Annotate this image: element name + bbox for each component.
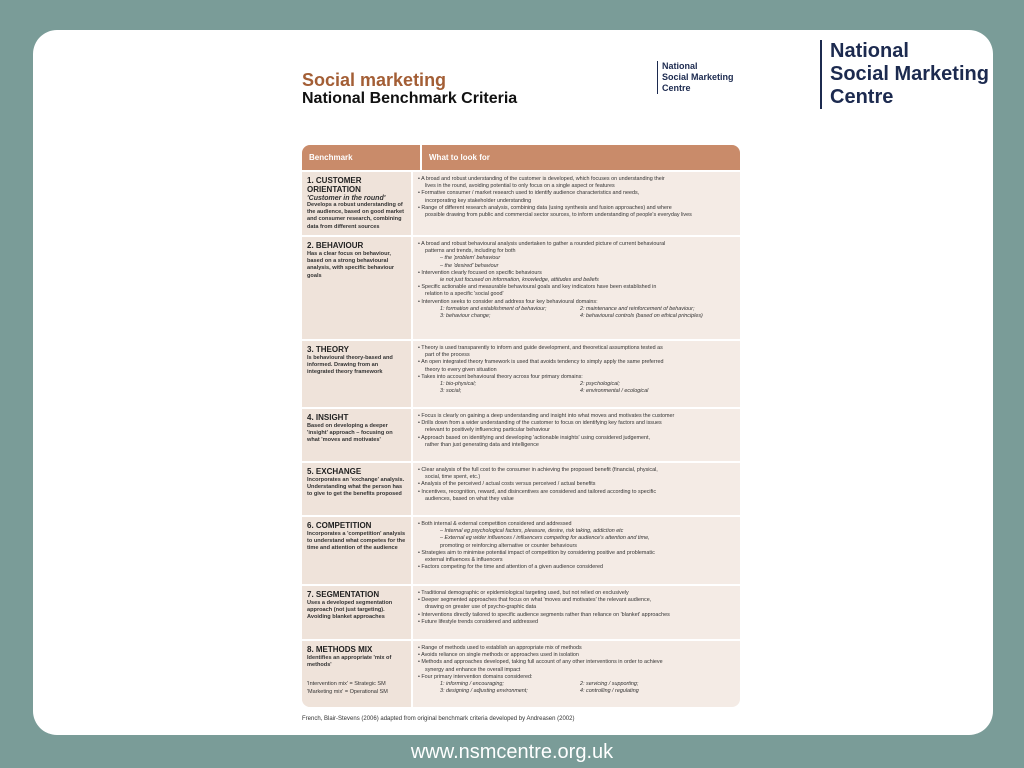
criteria-line: • Factors competing for the time and attention of a given audience considered [418, 564, 603, 571]
criteria-line: part of the process [425, 352, 470, 359]
benchmark-table [302, 145, 740, 707]
benchmark-title: 7. SEGMENTATION [307, 590, 380, 599]
criteria-line: • Specific actionable and measurable behavioural goals and key indicators have been established in [418, 284, 657, 291]
benchmark-title: 8. METHODS MIX [307, 645, 373, 654]
criteria-line: – Internal eg psychological factors, pleasure, desire, risk taking, addiction etc [440, 528, 624, 535]
criteria-line: relevant to positively influencing particular behaviour [425, 427, 550, 434]
criteria-line: • Clear analysis of the full cost to the consumer in achieving the proposed benefit (financial, physical, [418, 467, 658, 473]
benchmark-subtitle: 'Customer in the round' [307, 195, 386, 202]
criteria-domain-pair [418, 688, 735, 695]
criteria-cell [413, 641, 740, 707]
table-row [302, 639, 740, 707]
benchmark-cell [302, 586, 413, 639]
doc-logo-line-1: National [662, 61, 698, 71]
criteria-cell [413, 517, 740, 584]
benchmark-description: Identifies an appropriate 'mix of methods' [307, 655, 392, 669]
criteria-line: • Formative consumer / market research used to identify audience characteristics and needs, [418, 190, 640, 197]
domain-item: 4: controlling / regulating [580, 688, 639, 695]
criteria-line: • Traditional demographic or epidemiological targeting used, but not relied on exclusively [418, 590, 629, 596]
table-row [302, 461, 740, 515]
criteria-cell [413, 586, 740, 639]
domain-item: 1: informing / encouraging; [440, 681, 504, 688]
criteria-line: • Theory is used transparently to inform and guide development, and theoretical assumptions tested as [418, 345, 663, 351]
table-row [302, 170, 740, 235]
domain-item: 1: bio-physical; [440, 381, 476, 388]
criteria-line: • Focus is clearly on gaining a deep understanding and insight into what moves and motivates the customer [418, 413, 675, 419]
table-body [302, 170, 740, 707]
domain-item: 4: behavioural controls (based on ethical principles) [580, 313, 703, 320]
benchmark-description: Is behavioural theory-based and informed. Drawing from an integrated theory framework [307, 355, 393, 376]
domain-item: 2: servicing / supporting; [580, 681, 639, 688]
criteria-line: • Future lifestyle trends considered and addressed [418, 618, 538, 625]
doc-logo-line-2: Social Marketing [662, 72, 734, 82]
benchmark-title: 4. INSIGHT [307, 413, 349, 422]
criteria-line: relation to a specific 'social good' [425, 291, 504, 298]
source-caption: French, Blair-Stevens (2006) adapted from original benchmark criteria developed by Andreasen (2002) [302, 716, 575, 722]
brand-line-1: National [830, 40, 909, 62]
criteria-line: promoting or reinforcing alternative or counter behaviours [440, 542, 577, 549]
table-row [302, 235, 740, 339]
criteria-cell [413, 409, 740, 461]
criteria-line: • Interventions directly tailored to specific audience segments rather than reliance on 'blanket' approaches [418, 611, 670, 618]
criteria-line: • Range of different research analysis, combining data (using synthesis and fusion approaches) and where [418, 204, 672, 211]
domain-item: 3: designing / adjusting environment; [440, 688, 528, 695]
criteria-line: • Intervention clearly focused on specific behaviours [418, 269, 542, 276]
criteria-line: external influences & influencers [425, 557, 503, 564]
benchmark-cell [302, 517, 413, 584]
criteria-line: • Analysis of the perceived / actual costs versus perceived / actual benefits [418, 481, 596, 488]
domain-item: 4: environmental / ecological [580, 388, 649, 395]
nsmc-brand-logo [820, 40, 989, 109]
criteria-line: • A broad and robust understanding of the customer is developed, which focuses on understanding their [418, 176, 665, 182]
benchmark-description: Incorporates an 'exchange' analysis. Understanding what the person has to give to get the benefits proposed [307, 477, 405, 498]
criteria-line: • Deeper segmented approaches that focus on what 'moves and motivates' the relevant audience, [418, 597, 652, 604]
note-line: 'Intervention mix' = Strategic SM [307, 681, 386, 688]
benchmark-cell [302, 641, 413, 707]
criteria-line: • Range of methods used to establish an appropriate mix of methods [418, 645, 582, 651]
benchmark-cell [302, 463, 413, 515]
doc-subtitle: National Benchmark Criteria [302, 90, 518, 107]
criteria-line: • Drills down from a wider understanding of the customer to focus on identifying key factors and issues [418, 420, 662, 427]
criteria-line: – the 'desired' behaviour [440, 262, 499, 269]
criteria-line: drawing on greater use of psycho-graphic data [425, 604, 537, 611]
domain-item: 2: maintenance and reinforcement of behaviour; [580, 305, 695, 312]
doc-logo-line-3: Centre [662, 83, 691, 93]
criteria-line: • Methods and approaches developed, taking full account of any other interventions in order to achieve [418, 659, 663, 666]
benchmark-title: 5. EXCHANGE [307, 467, 362, 476]
domain-item: 3: behaviour change; [440, 313, 491, 320]
criteria-line: • Approach based on identifying and developing 'actionable insights' using considered judgement, [418, 434, 651, 441]
benchmark-description: Based on developing a deeper 'insight' approach – focusing on what 'moves and motivates' [307, 423, 393, 444]
criteria-domain-pair [418, 388, 735, 395]
benchmark-description: Uses a developed segmentation approach (not just targeting). Avoiding blanket approaches [307, 600, 393, 621]
benchmark-title: 6. COMPETITION [307, 521, 372, 530]
criteria-cell [413, 237, 740, 339]
criteria-line: • Four primary intervention domains considered: [418, 673, 533, 680]
criteria-domain-pair [418, 306, 735, 313]
header-benchmark: Benchmark [302, 145, 422, 170]
footer-url: www.nsmcentre.org.uk [410, 741, 614, 763]
benchmark-title: 2. BEHAVIOUR [307, 241, 364, 250]
benchmark-cell [302, 172, 413, 235]
criteria-line: patterns and trends, including for both [425, 248, 516, 255]
criteria-line: audiences, based on what they value [425, 495, 514, 502]
criteria-line: • Both internal & external competition considered and addressed [418, 521, 572, 527]
criteria-line: • Takes into account behavioural theory across four primary domains: [418, 373, 583, 380]
criteria-line: theory to every given situation [425, 366, 497, 373]
criteria-line: • Avoids reliance on single methods or approaches used in isolation [418, 652, 579, 659]
brand-line-2: Social Marketing [830, 63, 989, 85]
criteria-line: – the 'problem' behaviour [440, 255, 501, 262]
criteria-line: • Incentives, recognition, reward, and disincentives are considered and tailored according to specific [418, 488, 657, 495]
domain-item: 2: psychological; [580, 381, 620, 388]
criteria-line: • Intervention seeks to consider and address four key behavioural domains: [418, 298, 598, 305]
criteria-line: ie not just focused on information, knowledge, attitudes and beliefs [440, 277, 599, 284]
doc-logo [657, 61, 734, 94]
benchmark-description: Incorporates a 'competition' analysis to understand what competes for the time and attention of the audience [307, 531, 406, 552]
benchmark-title: 3. THEORY [307, 345, 349, 354]
domain-item: 1: formation and establishment of behaviour; [440, 305, 547, 312]
criteria-cell [413, 463, 740, 515]
criteria-line: • An open integrated theory framework is used that avoids tendency to simply apply the same preferred [418, 359, 664, 366]
criteria-line: lives in the round, avoiding potential to only focus on a single aspect or features [425, 183, 615, 190]
header-what-to-look-for: What to look for [429, 153, 490, 162]
benchmark-cell [302, 409, 413, 461]
criteria-line: synergy and enhance the overall impact [425, 666, 521, 673]
benchmark-cell [302, 237, 413, 339]
criteria-line: • A broad and robust behavioural analysis undertaken to gather a rounded picture of current behavioural [418, 241, 666, 247]
criteria-domain-pair [418, 681, 735, 688]
benchmark-description: Has a clear focus on behaviour, based on a strong behavioural analysis, with specific behaviour goals [307, 251, 395, 279]
benchmark-title: 1. CUSTOMER ORIENTATION [307, 176, 362, 194]
criteria-domain-pair [418, 313, 735, 320]
brand-line-3: Centre [830, 86, 894, 108]
table-row [302, 515, 740, 584]
criteria-line: possible drawing from public and commercial sector sources, to inform understanding of people's everyday lives [425, 212, 692, 219]
criteria-cell [413, 172, 740, 235]
criteria-line: – External eg wider influences / influencers competing for audience's attention and time, [440, 535, 650, 542]
table-row [302, 584, 740, 639]
criteria-line: • Strategies aim to minimise potential impact of competition by considering positive and problematic [418, 549, 655, 556]
benchmark-description: Develops a robust understanding of the audience, based on good market and consumer research, combining data from different sources [307, 202, 404, 230]
domain-item: 3: social; [440, 388, 462, 395]
criteria-line: rather than just generating data and intelligence [425, 441, 539, 448]
criteria-line: social, time spent, etc.) [425, 474, 481, 481]
note-line: 'Marketing mix' = Operational SM [307, 688, 388, 695]
criteria-line: incorporating key stakeholder understanding [425, 197, 532, 204]
table-row [302, 339, 740, 407]
criteria-cell [413, 341, 740, 407]
table-header [302, 145, 740, 170]
benchmark-note [307, 681, 406, 696]
criteria-domain-pair [418, 381, 735, 388]
table-row [302, 407, 740, 461]
benchmark-cell [302, 341, 413, 407]
doc-title: Social marketing [302, 70, 447, 90]
